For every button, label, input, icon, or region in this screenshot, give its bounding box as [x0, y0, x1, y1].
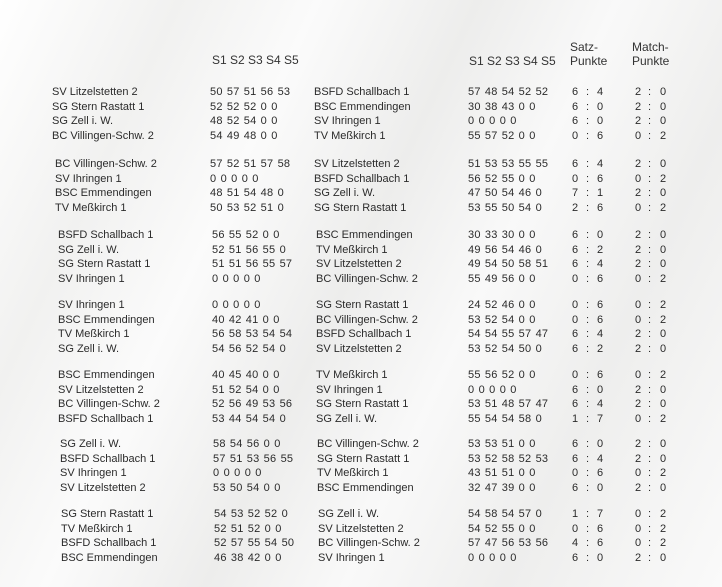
satz-punkte-home: 6	[572, 551, 579, 564]
away-team: SG Zell i. W.	[316, 412, 378, 425]
away-team: BSC Emmendingen	[314, 100, 411, 113]
match-punkte-home: 0	[635, 537, 642, 550]
match-colon: :	[648, 129, 652, 142]
home-team: BC Villingen-Schw. 2	[55, 158, 157, 170]
match-punkte-away: 2	[660, 272, 667, 285]
satz-punkte-away: 0	[597, 551, 604, 564]
satz-punkte-away: 0	[597, 100, 604, 113]
match-punkte-home: 2	[635, 158, 642, 170]
away-team: SG Stern Rastatt 1	[317, 452, 410, 465]
match-punkte-home: 2	[635, 100, 642, 113]
away-set-scores: 53 55 50 54 0	[468, 201, 542, 214]
satz-punkte-home: 0	[572, 172, 579, 185]
match-punkte-home: 2	[635, 258, 642, 271]
match-header-line1: Match-	[632, 40, 669, 54]
satz-punkte-away: 2	[597, 342, 604, 355]
satz-colon: :	[586, 243, 590, 256]
home-set-scores: 58 54 56 0 0	[213, 438, 281, 450]
home-set-scores: 52 57 55 54 50	[214, 537, 295, 550]
home-set-scores: 40 42 41 0 0	[212, 313, 280, 326]
away-team: BSC Emmendingen	[316, 229, 413, 241]
satz-colon: :	[586, 398, 590, 411]
match-colon: :	[648, 383, 652, 396]
away-team: TV Meßkirch 1	[316, 243, 388, 256]
home-set-scores: 0 0 0 0 0	[212, 299, 261, 311]
match-punkte-home: 0	[635, 508, 642, 520]
satz-punkte-away: 4	[597, 86, 604, 98]
match-punkte-away: 0	[660, 187, 667, 200]
match-punkte-away: 0	[660, 158, 667, 170]
home-team: BSC Emmendingen	[55, 187, 152, 200]
away-team: TV Meßkirch 1	[317, 467, 389, 480]
match-punkte-home: 0	[635, 272, 642, 285]
match-colon: :	[648, 86, 652, 98]
match-punkte-away: 2	[660, 412, 667, 425]
away-team: SV Ihringen 1	[318, 551, 385, 564]
home-team: SV Ihringen 1	[58, 272, 125, 285]
satz-colon: :	[586, 172, 590, 185]
satz-punkte-home: 0	[572, 129, 579, 142]
match-punkte-home: 2	[635, 86, 642, 98]
satz-punkte-home: 6	[572, 86, 579, 98]
home-team: SV Litzelstetten 2	[58, 383, 144, 396]
satz-punkte-away: 6	[597, 467, 604, 480]
home-set-scores: 0 0 0 0 0	[210, 172, 259, 185]
satz-punkte-home: 0	[572, 299, 579, 311]
away-set-scores: 24 52 46 0 0	[468, 299, 536, 311]
away-set-scores: 53 51 48 57 47	[468, 398, 549, 411]
away-team: TV Meßkirch 1	[314, 129, 386, 142]
match-punkte-home: 0	[635, 299, 642, 311]
away-set-scores: 0 0 0 0 0	[468, 115, 517, 128]
satz-colon: :	[586, 272, 590, 285]
match-punkte-away: 0	[660, 342, 667, 355]
satz-colon: :	[586, 537, 590, 550]
match-colon: :	[648, 438, 652, 450]
home-set-scores: 54 49 48 0 0	[210, 129, 278, 142]
satz-punkte-home: 4	[572, 537, 579, 550]
satz-punkte-away: 7	[597, 412, 604, 425]
satz-colon: :	[586, 115, 590, 128]
home-set-scores: 48 52 54 0 0	[210, 115, 278, 128]
satz-punkte-away: 0	[597, 481, 604, 494]
satz-punkte-home: 1	[572, 508, 579, 520]
away-team: BC Villingen-Schw. 2	[318, 537, 420, 550]
away-set-scores: 49 56 54 46 0	[468, 243, 542, 256]
match-punkte-home: 2	[635, 383, 642, 396]
match-punkte-header	[632, 40, 669, 68]
satz-colon: :	[586, 438, 590, 450]
match-colon: :	[648, 115, 652, 128]
match-punkte-home: 2	[635, 328, 642, 341]
home-team: SV Litzelstetten 2	[52, 86, 138, 98]
home-team: BSC Emmendingen	[61, 551, 158, 564]
satz-punkte-home: 6	[572, 328, 579, 341]
away-set-scores: 56 52 55 0 0	[468, 172, 536, 185]
satz-punkte-away: 4	[597, 258, 604, 271]
away-team: BSFD Schallbach 1	[314, 86, 410, 98]
home-set-scores: 0 0 0 0 0	[213, 467, 262, 480]
away-team: BC Villingen-Schw. 2	[316, 313, 418, 326]
away-team: SG Stern Rastatt 1	[316, 398, 409, 411]
away-team: SV Ihringen 1	[316, 383, 383, 396]
away-team: SG Stern Rastatt 1	[314, 201, 407, 214]
satz-punkte-away: 4	[597, 158, 604, 170]
match-punkte-away: 0	[660, 452, 667, 465]
satz-punkte-home: 6	[572, 115, 579, 128]
match-punkte-away: 0	[660, 229, 667, 241]
home-set-scores: 50 57 51 56 53	[210, 86, 291, 98]
home-team: SV Ihringen 1	[58, 299, 125, 311]
home-set-scores: 57 52 51 57 58	[210, 158, 291, 170]
away-set-scores: 55 57 52 0 0	[468, 129, 536, 142]
satz-punkte-home: 0	[572, 313, 579, 326]
match-colon: :	[648, 328, 652, 341]
away-team: BSC Emmendingen	[317, 481, 414, 494]
match-punkte-home: 2	[635, 438, 642, 450]
satz-colon: :	[586, 313, 590, 326]
away-set-scores: 51 53 53 55 55	[468, 158, 549, 170]
away-set-scores: 55 56 52 0 0	[468, 369, 536, 381]
match-punkte-home: 2	[635, 229, 642, 241]
home-set-scores: 56 58 53 54 54	[212, 328, 293, 341]
match-colon: :	[648, 229, 652, 241]
satz-colon: :	[586, 258, 590, 271]
away-set-scores: 47 50 54 46 0	[468, 187, 542, 200]
satz-colon: :	[586, 229, 590, 241]
match-punkte-away: 2	[660, 299, 667, 311]
satz-punkte-away: 6	[597, 272, 604, 285]
away-team: SG Zell i. W.	[314, 187, 376, 200]
satz-punkte-home: 6	[572, 100, 579, 113]
satz-punkte-home: 2	[572, 201, 579, 214]
away-set-scores: 54 52 55 0 0	[468, 522, 536, 535]
satz-punkte-away: 6	[597, 129, 604, 142]
home-team: SG Stern Rastatt 1	[61, 508, 154, 520]
satz-colon: :	[586, 412, 590, 425]
match-colon: :	[648, 299, 652, 311]
match-punkte-away: 0	[660, 398, 667, 411]
match-punkte-away: 2	[660, 522, 667, 535]
home-set-scores: 52 51 56 55 0	[212, 243, 286, 256]
match-punkte-away: 2	[660, 508, 667, 520]
home-set-scores: 54 53 52 52 0	[214, 508, 288, 520]
home-team: BC Villingen-Schw. 2	[58, 398, 160, 411]
away-set-scores: 53 52 54 50 0	[468, 342, 542, 355]
satz-header-line2: Punkte	[570, 54, 608, 68]
satz-colon: :	[586, 187, 590, 200]
satz-colon: :	[586, 86, 590, 98]
home-team: BSC Emmendingen	[58, 369, 155, 381]
away-set-scores: 53 52 54 0 0	[468, 313, 536, 326]
match-punkte-away: 0	[660, 481, 667, 494]
satz-punkte-away: 4	[597, 328, 604, 341]
satz-punkte-away: 6	[597, 201, 604, 214]
match-colon: :	[648, 537, 652, 550]
match-punkte-away: 2	[660, 369, 667, 381]
away-team: SV Litzelstetten 2	[314, 158, 400, 170]
away-team: SV Litzelstetten 2	[318, 522, 404, 535]
satz-colon: :	[586, 522, 590, 535]
satz-punkte-away: 6	[597, 369, 604, 381]
match-punkte-home: 2	[635, 481, 642, 494]
match-punkte-away: 0	[660, 383, 667, 396]
match-punkte-home: 0	[635, 412, 642, 425]
satz-punkte-away: 0	[597, 229, 604, 241]
away-set-scores: 30 33 30 0 0	[468, 229, 536, 241]
match-colon: :	[648, 187, 652, 200]
home-set-scores: 57 51 53 56 55	[213, 452, 294, 465]
home-team: BSC Emmendingen	[58, 313, 155, 326]
home-team: SG Zell i. W.	[58, 243, 120, 256]
home-set-scores: 54 56 52 54 0	[212, 342, 286, 355]
away-team: SV Litzelstetten 2	[316, 258, 402, 271]
satz-punkte-away: 6	[597, 313, 604, 326]
home-team: SG Zell i. W.	[58, 342, 120, 355]
match-colon: :	[648, 313, 652, 326]
home-team: BSFD Schallbach 1	[58, 412, 154, 425]
match-punkte-away: 0	[660, 115, 667, 128]
satz-punkte-header	[570, 40, 607, 68]
match-punkte-away: 2	[660, 313, 667, 326]
away-set-scores: 53 53 51 0 0	[468, 438, 536, 450]
satz-punkte-away: 6	[597, 537, 604, 550]
away-set-scores: 55 54 54 58 0	[468, 412, 542, 425]
home-team: BSFD Schallbach 1	[60, 452, 156, 465]
match-colon: :	[648, 172, 652, 185]
home-team: BC Villingen-Schw. 2	[52, 129, 154, 142]
satz-colon: :	[586, 369, 590, 381]
satz-colon: :	[586, 481, 590, 494]
satz-punkte-home: 0	[572, 522, 579, 535]
match-punkte-away: 0	[660, 258, 667, 271]
home-set-scores: 52 51 52 0 0	[214, 522, 282, 535]
home-set-scores: 50 53 52 51 0	[210, 201, 284, 214]
satz-colon: :	[586, 129, 590, 142]
match-header-line2: Punkte	[632, 54, 670, 68]
match-punkte-home: 0	[635, 313, 642, 326]
satz-punkte-away: 0	[597, 438, 604, 450]
match-punkte-home: 2	[635, 342, 642, 355]
match-punkte-home: 2	[635, 115, 642, 128]
home-set-scores: 53 50 54 0 0	[213, 481, 281, 494]
away-team: BSFD Schallbach 1	[314, 172, 410, 185]
match-punkte-home: 0	[635, 467, 642, 480]
match-punkte-home: 2	[635, 551, 642, 564]
sets-header-right: S1 S2 S3 S4 S5	[469, 54, 556, 68]
away-team: BSFD Schallbach 1	[316, 328, 412, 341]
satz-punkte-home: 0	[572, 467, 579, 480]
satz-colon: :	[586, 342, 590, 355]
away-set-scores: 0 0 0 0 0	[468, 383, 517, 396]
home-set-scores: 52 52 52 0 0	[210, 100, 278, 113]
home-team: TV Meßkirch 1	[58, 328, 130, 341]
satz-colon: :	[586, 551, 590, 564]
match-colon: :	[648, 481, 652, 494]
away-set-scores: 54 58 54 57 0	[468, 508, 542, 520]
satz-punkte-home: 7	[572, 187, 579, 200]
match-colon: :	[648, 272, 652, 285]
satz-colon: :	[586, 100, 590, 113]
home-team: BSFD Schallbach 1	[58, 229, 154, 241]
away-set-scores: 55 49 56 0 0	[468, 272, 536, 285]
match-colon: :	[648, 467, 652, 480]
satz-colon: :	[586, 467, 590, 480]
match-colon: :	[648, 412, 652, 425]
home-team: SV Litzelstetten 2	[60, 481, 146, 494]
satz-colon: :	[586, 158, 590, 170]
satz-punkte-away: 2	[597, 243, 604, 256]
satz-punkte-home: 6	[572, 258, 579, 271]
sets-header-left: S1 S2 S3 S4 S5	[212, 53, 299, 67]
satz-punkte-home: 0	[572, 272, 579, 285]
satz-punkte-home: 0	[572, 369, 579, 381]
match-punkte-away: 0	[660, 243, 667, 256]
home-team: SV Ihringen 1	[60, 467, 127, 480]
match-punkte-away: 0	[660, 100, 667, 113]
match-colon: :	[648, 258, 652, 271]
satz-punkte-home: 6	[572, 158, 579, 170]
away-team: SV Ihringen 1	[314, 115, 381, 128]
satz-punkte-away: 6	[597, 522, 604, 535]
away-set-scores: 30 38 43 0 0	[468, 100, 536, 113]
away-set-scores: 49 54 50 58 51	[468, 258, 549, 271]
home-team: SG Stern Rastatt 1	[58, 258, 151, 271]
satz-punkte-away: 6	[597, 299, 604, 311]
satz-punkte-home: 6	[572, 243, 579, 256]
away-set-scores: 0 0 0 0 0	[468, 551, 517, 564]
away-set-scores: 54 54 55 57 47	[468, 328, 549, 341]
away-team: SG Zell i. W.	[318, 508, 380, 520]
match-colon: :	[648, 100, 652, 113]
satz-colon: :	[586, 383, 590, 396]
match-punkte-home: 2	[635, 398, 642, 411]
satz-colon: :	[586, 201, 590, 214]
home-set-scores: 56 55 52 0 0	[212, 229, 280, 241]
satz-punkte-home: 6	[572, 398, 579, 411]
away-team: TV Meßkirch 1	[316, 369, 388, 381]
satz-punkte-home: 1	[572, 412, 579, 425]
match-colon: :	[648, 243, 652, 256]
home-set-scores: 46 38 42 0 0	[214, 551, 282, 564]
satz-punkte-home: 6	[572, 229, 579, 241]
home-team: SG Stern Rastatt 1	[52, 100, 145, 113]
satz-header-line1: Satz-	[570, 40, 599, 54]
match-punkte-home: 0	[635, 172, 642, 185]
match-punkte-home: 0	[635, 129, 642, 142]
match-punkte-home: 0	[635, 201, 642, 214]
home-team: SG Zell i. W.	[60, 438, 122, 450]
match-punkte-home: 2	[635, 452, 642, 465]
away-team: SV Litzelstetten 2	[316, 342, 402, 355]
satz-punkte-away: 0	[597, 383, 604, 396]
satz-punkte-away: 7	[597, 508, 604, 520]
satz-colon: :	[586, 299, 590, 311]
match-punkte-home: 2	[635, 187, 642, 200]
satz-punkte-away: 6	[597, 172, 604, 185]
match-colon: :	[648, 452, 652, 465]
home-team: TV Meßkirch 1	[55, 201, 127, 214]
match-punkte-home: 0	[635, 369, 642, 381]
match-punkte-away: 0	[660, 86, 667, 98]
satz-colon: :	[586, 508, 590, 520]
home-set-scores: 0 0 0 0 0	[212, 272, 261, 285]
satz-punkte-home: 6	[572, 481, 579, 494]
match-colon: :	[648, 201, 652, 214]
match-punkte-home: 0	[635, 522, 642, 535]
home-set-scores: 48 51 54 48 0	[210, 187, 284, 200]
match-punkte-away: 2	[660, 201, 667, 214]
satz-punkte-away: 4	[597, 452, 604, 465]
home-set-scores: 51 51 56 55 57	[212, 258, 293, 271]
away-team: SG Stern Rastatt 1	[316, 299, 409, 311]
satz-punkte-home: 6	[572, 342, 579, 355]
match-colon: :	[648, 522, 652, 535]
away-set-scores: 57 48 54 52 52	[468, 86, 549, 98]
satz-punkte-home: 6	[572, 383, 579, 396]
satz-punkte-away: 0	[597, 115, 604, 128]
home-team: BSFD Schallbach 1	[61, 537, 157, 550]
match-punkte-away: 0	[660, 328, 667, 341]
match-colon: :	[648, 158, 652, 170]
match-punkte-away: 2	[660, 467, 667, 480]
match-colon: :	[648, 342, 652, 355]
home-set-scores: 40 45 40 0 0	[212, 369, 280, 381]
match-punkte-away: 2	[660, 537, 667, 550]
satz-punkte-home: 6	[572, 438, 579, 450]
away-team: BC Villingen-Schw. 2	[317, 438, 419, 450]
match-colon: :	[648, 508, 652, 520]
home-team: TV Meßkirch 1	[61, 522, 133, 535]
match-punkte-away: 0	[660, 551, 667, 564]
satz-punkte-home: 6	[572, 452, 579, 465]
home-team: SV Ihringen 1	[55, 172, 122, 185]
satz-colon: :	[586, 328, 590, 341]
away-set-scores: 43 51 51 0 0	[468, 467, 536, 480]
away-set-scores: 32 47 39 0 0	[468, 481, 536, 494]
satz-punkte-away: 4	[597, 398, 604, 411]
home-team: SG Zell i. W.	[52, 115, 114, 128]
away-set-scores: 53 52 58 52 53	[468, 452, 549, 465]
match-colon: :	[648, 369, 652, 381]
satz-colon: :	[586, 452, 590, 465]
match-punkte-home: 2	[635, 243, 642, 256]
away-set-scores: 57 47 56 53 56	[468, 537, 549, 550]
satz-punkte-away: 1	[597, 187, 604, 200]
match-colon: :	[648, 551, 652, 564]
away-team: BC Villingen-Schw. 2	[316, 272, 418, 285]
match-punkte-away: 2	[660, 172, 667, 185]
home-set-scores: 51 52 54 0 0	[212, 383, 280, 396]
match-punkte-away: 2	[660, 129, 667, 142]
match-colon: :	[648, 398, 652, 411]
home-set-scores: 52 56 49 53 56	[212, 398, 293, 411]
home-set-scores: 53 44 54 54 0	[212, 412, 286, 425]
match-punkte-away: 0	[660, 438, 667, 450]
